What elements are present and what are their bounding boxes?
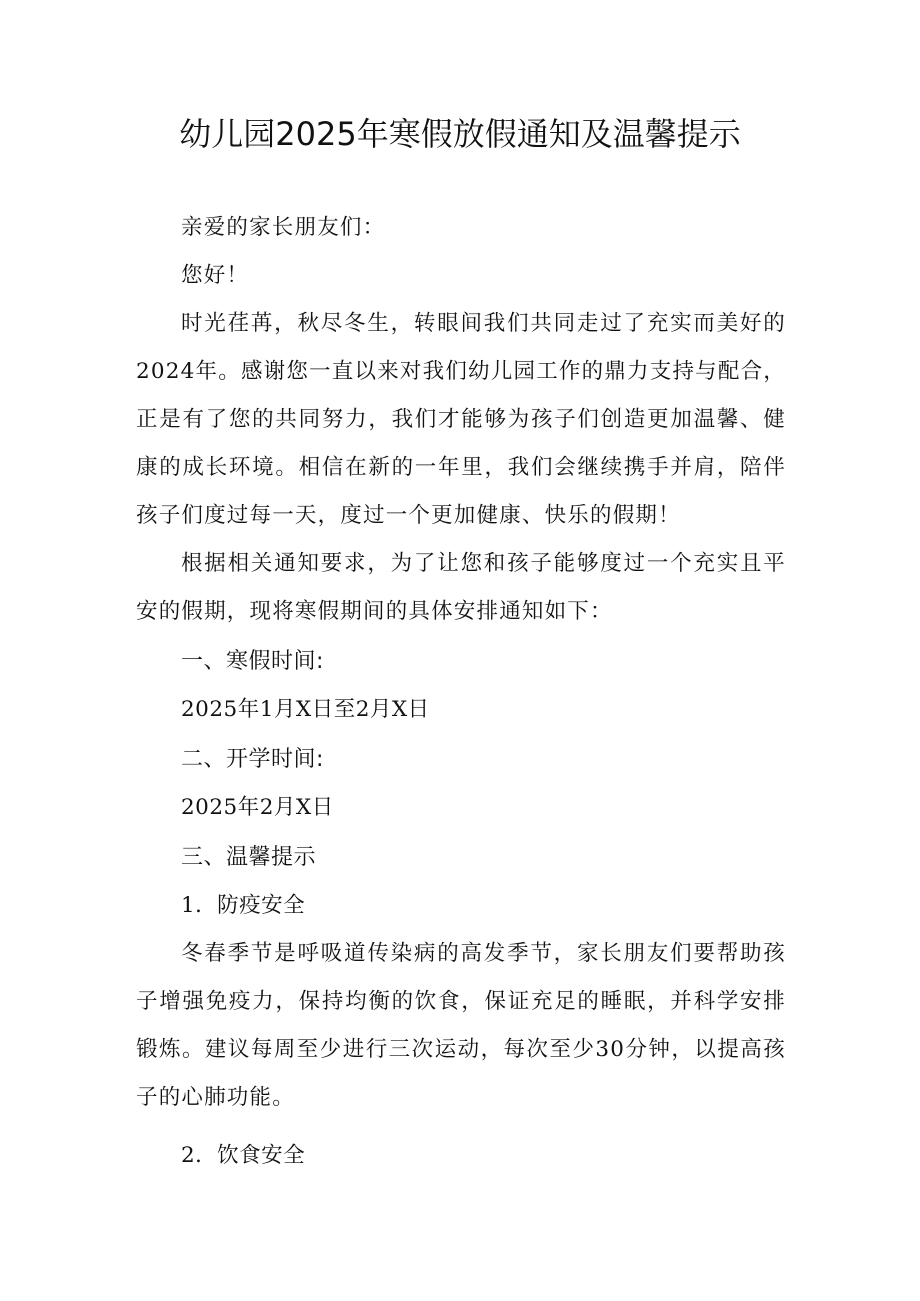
section-winter-vacation-heading: 一、寒假时间: bbox=[181, 649, 324, 674]
document-title: 幼儿园2025年寒假放假通知及温馨提示 bbox=[179, 115, 741, 153]
document-body bbox=[136, 204, 786, 1180]
intro-paragraph: 时光荏苒，秋尽冬生，转眼间我们共同走过了充实而美好的2024年。感谢您一直以来对我们幼儿园工作的鼎力支持与配合，正是有了您的共同努力，我们才能够为孩子们创造更加温馨、健康的成长环境。相信在新的一年里，我们会继续携手并肩，陪伴孩子们度过每一天，度过一个更加健康、快乐的假期！ bbox=[136, 311, 786, 528]
notice-paragraph: 根据相关通知要求，为了让您和孩子能够度过一个充实且平安的假期，现将寒假期间的具体安排通知如下： bbox=[136, 551, 786, 624]
section-school-start-date: 2025年2月X日 bbox=[181, 795, 334, 820]
section-school-start-heading: 二、开学时间: bbox=[181, 747, 324, 772]
hello: 您好！ bbox=[181, 263, 250, 288]
tip-1-text: 冬春季节是呼吸道传染病的高发季节，家长朋友们要帮助孩子增强免疫力，保持均衡的饮食，保证充足的睡眠，并科学安排锻炼。建议每周至少进行三次运动，每次至少30分钟，以提高孩子的心肺功能。 bbox=[136, 941, 786, 1110]
greeting: 亲爱的家长朋友们： bbox=[181, 215, 386, 240]
section-tips-heading: 三、温馨提示 bbox=[181, 845, 317, 870]
section-winter-vacation-dates: 2025年1月X日至2月X日 bbox=[181, 697, 430, 722]
tip-2-title: 2．饮食安全 bbox=[181, 1143, 306, 1168]
tip-1-title: 1．防疫安全 bbox=[181, 893, 306, 918]
